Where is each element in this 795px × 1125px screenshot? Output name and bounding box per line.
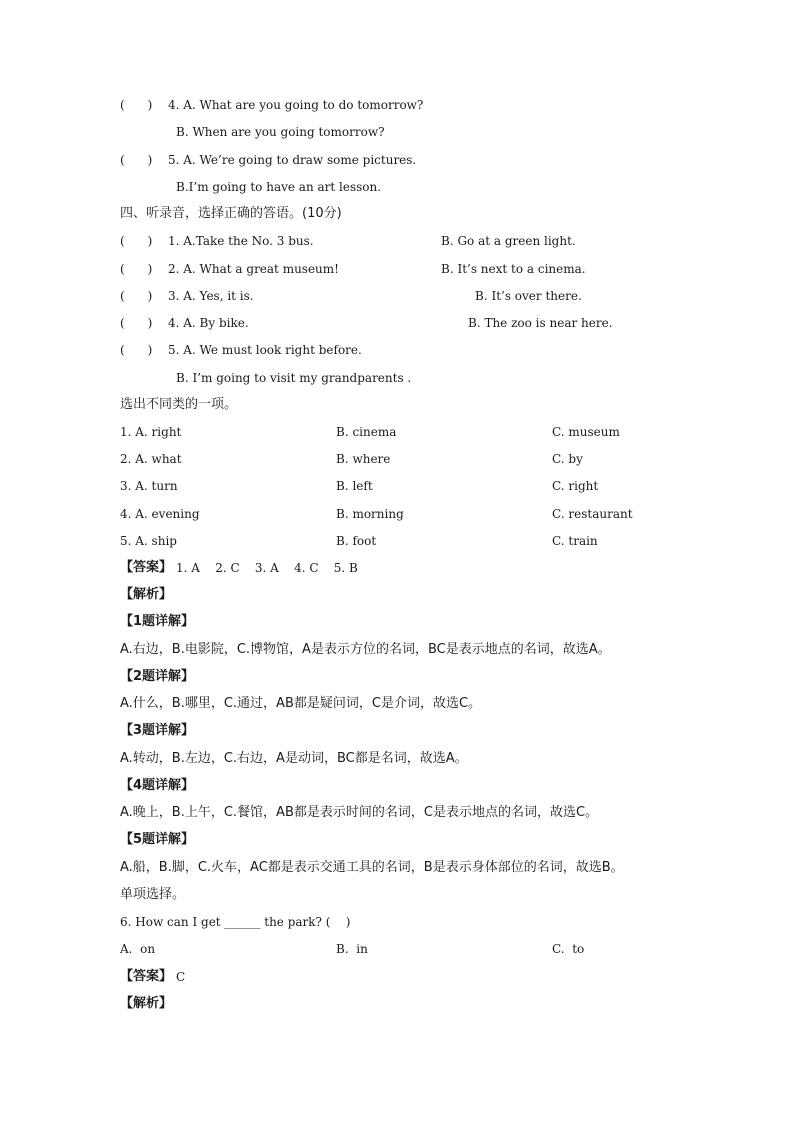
detail-text: A.转动，B.左边，C.右边，A是动词，BC都是名词，故选A。	[120, 751, 468, 766]
detail-text: A.船，B.脚，C.火车，AC都是表示交通工具的名词，B是表示身体部位的名词，故选B。	[120, 860, 624, 875]
detail-label: 【1题详解】	[120, 614, 195, 629]
option-a: 1. A.Take the No. 3 bus.	[168, 234, 314, 248]
detail-text: A.什么，B.哪里，C.通过，AB都是疑问词，C是介词，故选C。	[120, 696, 482, 711]
question-line: 6. How can I get ______ the park? ( )	[120, 915, 351, 929]
detail-label: 【2题详解】	[120, 669, 195, 684]
option-a: 4. A. By bike.	[168, 316, 249, 330]
option-line: B.I’m going to have an art lesson.	[176, 180, 382, 194]
detail-label: 【5题详解】	[120, 832, 195, 847]
option-b: B. cinema	[336, 425, 397, 439]
option-c: C. restaurant	[552, 507, 633, 521]
paren-blank: ( )	[120, 343, 153, 357]
option-c: C. train	[552, 534, 598, 548]
option-a: 2. A. what	[120, 452, 182, 466]
analysis-label: 【解析】	[120, 587, 173, 602]
detail-label: 【3题详解】	[120, 723, 195, 738]
question-line: 5. A. We’re going to draw some pictures.	[168, 153, 417, 167]
paren-blank: ( )	[120, 153, 153, 167]
section-heading: 选出不同类的一项。	[120, 397, 238, 412]
paren-blank: ( )	[120, 234, 153, 248]
section-heading: 四、听录音，选择正确的答语。(10分)	[120, 206, 342, 221]
option-a: 4. A. evening	[120, 507, 200, 521]
option-a: 2. A. What a great museum!	[168, 262, 339, 276]
option-c: C. museum	[552, 425, 620, 439]
option-b: B. It’s over there.	[475, 289, 582, 303]
section-heading: 单项选择。	[120, 887, 186, 902]
paren-blank: ( )	[120, 98, 153, 112]
answer-text: 1. A 2. C 3. A 4. C 5. B	[176, 561, 358, 575]
option-c: C. to	[552, 942, 585, 956]
detail-label: 【4题详解】	[120, 778, 195, 793]
option-b: B. in	[336, 942, 368, 956]
option-a: 5. A. ship	[120, 534, 177, 548]
analysis-label: 【解析】	[120, 996, 173, 1011]
option-b: B. where	[336, 452, 391, 466]
paren-blank: ( )	[120, 289, 153, 303]
option-c: C. right	[552, 479, 599, 493]
option-b: B. foot	[336, 534, 377, 548]
detail-text: A.右边，B.电影院，C.博物馆，A是表示方位的名词，BC是表示地点的名词，故选A。	[120, 642, 611, 657]
answer-label: 【答案】	[120, 560, 173, 575]
option-a: 3. A. turn	[120, 479, 178, 493]
option-b: B. It’s next to a cinema.	[441, 262, 586, 276]
option-a: 1. A. right	[120, 425, 182, 439]
option-a: A. on	[120, 942, 156, 956]
answer-label: 【答案】	[120, 969, 173, 984]
option-b: B. The zoo is near here.	[468, 316, 613, 330]
option-b: B. left	[336, 479, 373, 493]
answer-text: C	[176, 970, 186, 984]
option-b: B. morning	[336, 507, 404, 521]
option-b: B. Go at a green light.	[441, 234, 576, 248]
option-c: C. by	[552, 452, 583, 466]
option-b: B. I’m going to visit my grandparents .	[176, 371, 412, 385]
option-a: 3. A. Yes, it is.	[168, 289, 254, 303]
option-line: B. When are you going tomorrow?	[176, 125, 385, 139]
detail-text: A.晚上，B.上午，C.餐馆，AB都是表示时间的名词，C是表示地点的名词，故选C。	[120, 805, 599, 820]
paren-blank: ( )	[120, 262, 153, 276]
paren-blank: ( )	[120, 316, 153, 330]
question-line: 4. A. What are you going to do tomorrow?	[168, 98, 424, 112]
option-a: 5. A. We must look right before.	[168, 343, 362, 357]
